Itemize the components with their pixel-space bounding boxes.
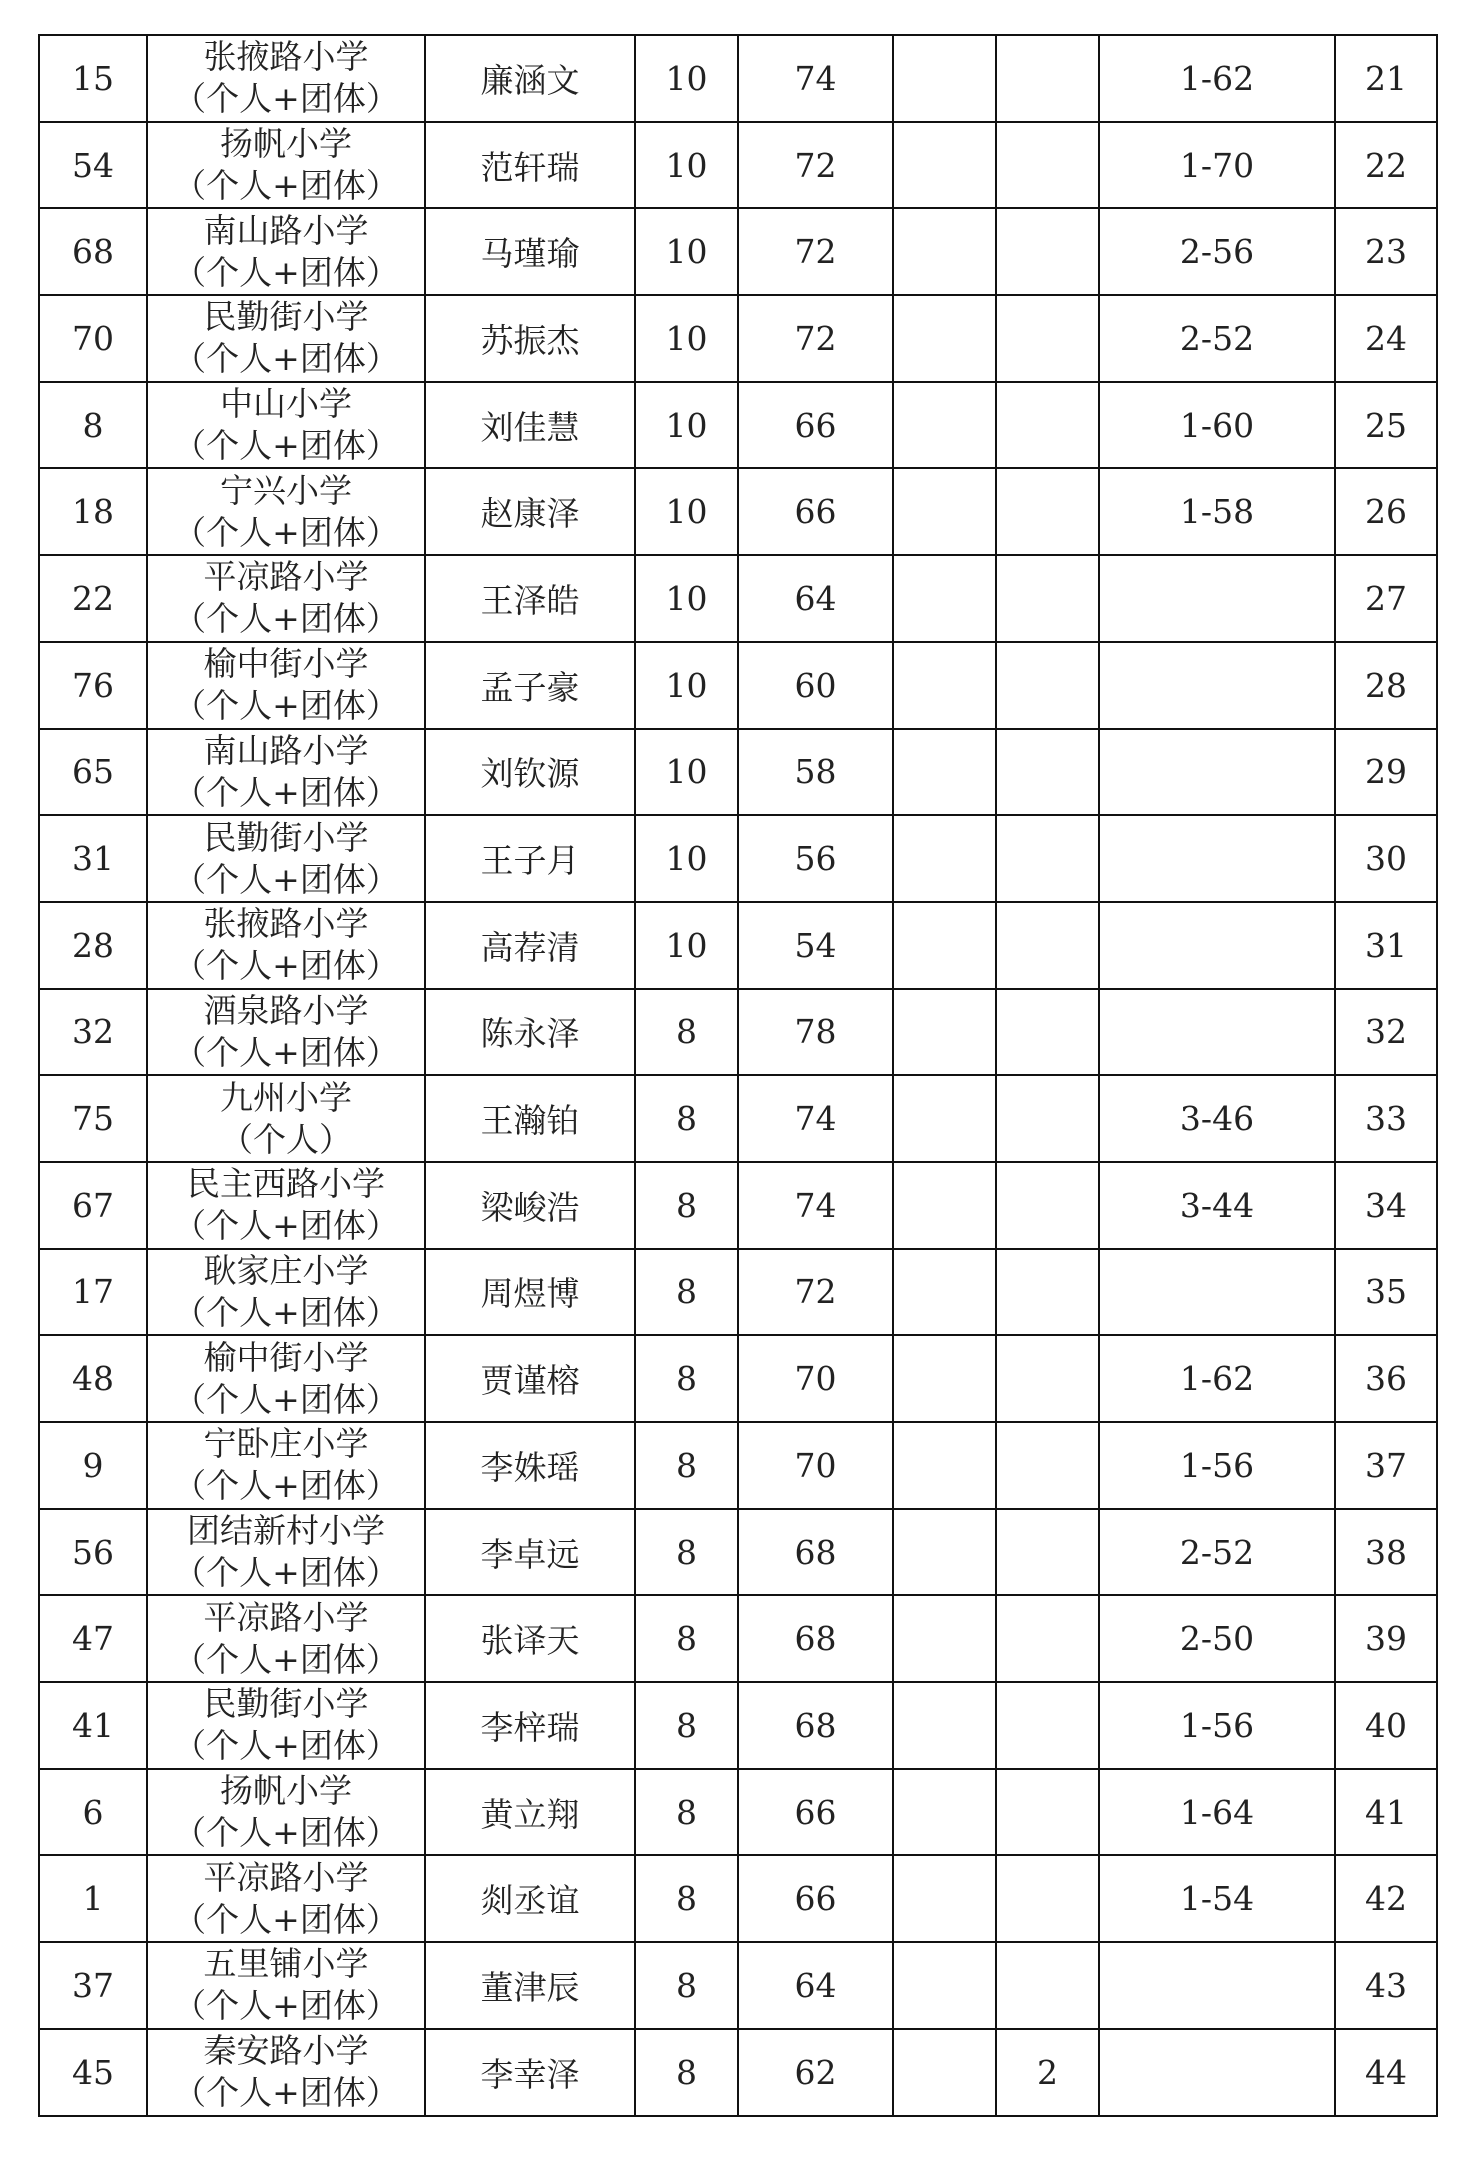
cell-rank: 39 [1335, 1595, 1437, 1682]
cell-score-2: 68 [738, 1509, 893, 1596]
entry-type: （个人+团体） [173, 1639, 399, 1679]
cell-score-3 [893, 468, 996, 555]
cell-score-2: 72 [738, 295, 893, 382]
cell-number: 75 [39, 1075, 147, 1162]
cell-score-2: 68 [738, 1682, 893, 1769]
entry-type: （个人+团体） [173, 1206, 399, 1246]
cell-score-2: 64 [738, 555, 893, 642]
cell-score-1: 10 [635, 902, 738, 989]
cell-score-4 [996, 902, 1099, 989]
cell-score-1: 8 [635, 1075, 738, 1162]
cell-school [147, 382, 425, 469]
cell-score-1: 8 [635, 1595, 738, 1682]
cell-rank: 31 [1335, 902, 1437, 989]
cell-number: 28 [39, 902, 147, 989]
cell-score-1: 8 [635, 1682, 738, 1769]
cell-name: 王子月 [425, 815, 635, 902]
cell-score-5 [1099, 989, 1335, 1076]
table-row [39, 208, 1437, 295]
cell-score-3 [893, 989, 996, 1076]
cell-score-2: 66 [738, 1855, 893, 1942]
cell-score-3 [893, 1422, 996, 1509]
cell-score-2: 72 [738, 122, 893, 209]
entry-type: （个人+团体） [173, 686, 399, 726]
cell-rank: 35 [1335, 1249, 1437, 1336]
cell-score-2: 62 [738, 2029, 893, 2116]
school-name: 榆中街小学 [203, 644, 369, 684]
cell-score-5: 2-50 [1099, 1595, 1335, 1682]
cell-number: 15 [39, 35, 147, 122]
school-name: 秦安路小学 [203, 2031, 369, 2071]
cell-school [147, 2029, 425, 2116]
cell-score-5: 3-44 [1099, 1162, 1335, 1249]
cell-score-5: 1-54 [1099, 1855, 1335, 1942]
cell-score-5: 2-52 [1099, 1509, 1335, 1596]
cell-score-3 [893, 208, 996, 295]
cell-school [147, 295, 425, 382]
cell-score-4 [996, 555, 1099, 642]
cell-score-3 [893, 1075, 996, 1162]
cell-rank: 26 [1335, 468, 1437, 555]
table-row [39, 1335, 1437, 1422]
cell-name: 廉涵文 [425, 35, 635, 122]
table-row [39, 642, 1437, 729]
cell-score-2: 60 [738, 642, 893, 729]
cell-number: 54 [39, 122, 147, 209]
cell-number: 47 [39, 1595, 147, 1682]
cell-score-1: 10 [635, 815, 738, 902]
cell-score-1: 8 [635, 1335, 738, 1422]
cell-score-4 [996, 1595, 1099, 1682]
cell-rank: 42 [1335, 1855, 1437, 1942]
entry-type: （个人+团体） [173, 426, 399, 466]
cell-name: 范轩瑞 [425, 122, 635, 209]
entry-type: （个人） [220, 1119, 352, 1159]
cell-name: 周煜博 [425, 1249, 635, 1336]
cell-score-4 [996, 1335, 1099, 1422]
cell-score-2: 72 [738, 1249, 893, 1336]
table-row [39, 468, 1437, 555]
cell-score-2: 66 [738, 1769, 893, 1856]
cell-score-5 [1099, 1249, 1335, 1336]
cell-school [147, 1335, 425, 1422]
cell-name: 高荐清 [425, 902, 635, 989]
cell-number: 76 [39, 642, 147, 729]
cell-score-2: 58 [738, 729, 893, 816]
cell-number: 18 [39, 468, 147, 555]
school-name: 榆中街小学 [203, 1337, 369, 1377]
entry-type: （个人+团体） [173, 1813, 399, 1853]
cell-score-5 [1099, 815, 1335, 902]
cell-rank: 41 [1335, 1769, 1437, 1856]
results-table [38, 34, 1438, 2117]
cell-rank: 23 [1335, 208, 1437, 295]
cell-score-1: 8 [635, 1162, 738, 1249]
cell-score-1: 8 [635, 1422, 738, 1509]
cell-name: 梁峻浩 [425, 1162, 635, 1249]
entry-type: （个人+团体） [173, 2073, 399, 2113]
cell-number: 68 [39, 208, 147, 295]
table-body [39, 35, 1437, 2116]
cell-score-5 [1099, 1942, 1335, 2029]
cell-name: 马瑾瑜 [425, 208, 635, 295]
school-name: 宁卧庄小学 [203, 1424, 369, 1464]
cell-score-3 [893, 1335, 996, 1422]
cell-score-5: 1-56 [1099, 1422, 1335, 1509]
school-name: 宁兴小学 [220, 470, 352, 510]
entry-type: （个人+团体） [173, 252, 399, 292]
cell-rank: 28 [1335, 642, 1437, 729]
table-row [39, 35, 1437, 122]
cell-score-2: 68 [738, 1595, 893, 1682]
cell-name: 陈永泽 [425, 989, 635, 1076]
cell-score-1: 10 [635, 642, 738, 729]
cell-number: 1 [39, 1855, 147, 1942]
cell-score-2: 78 [738, 989, 893, 1076]
cell-score-2: 66 [738, 382, 893, 469]
table-row [39, 1595, 1437, 1682]
cell-rank: 21 [1335, 35, 1437, 122]
school-name: 民主西路小学 [187, 1164, 385, 1204]
cell-score-4 [996, 1422, 1099, 1509]
cell-score-1: 10 [635, 122, 738, 209]
cell-rank: 40 [1335, 1682, 1437, 1769]
cell-name: 孟子豪 [425, 642, 635, 729]
cell-score-4 [996, 382, 1099, 469]
cell-score-4: 2 [996, 2029, 1099, 2116]
entry-type: （个人+团体） [173, 772, 399, 812]
table-row [39, 2029, 1437, 2116]
table-row [39, 1075, 1437, 1162]
cell-rank: 43 [1335, 1942, 1437, 2029]
cell-score-5: 1-64 [1099, 1769, 1335, 1856]
cell-name: 贾谨榕 [425, 1335, 635, 1422]
table-row [39, 382, 1437, 469]
entry-type: （个人+团体） [173, 512, 399, 552]
cell-rank: 37 [1335, 1422, 1437, 1509]
cell-name: 刘钦源 [425, 729, 635, 816]
cell-school [147, 1942, 425, 2029]
cell-number: 70 [39, 295, 147, 382]
entry-type: （个人+团体） [173, 1726, 399, 1766]
school-name: 平凉路小学 [203, 557, 369, 597]
cell-score-3 [893, 1682, 996, 1769]
cell-school [147, 902, 425, 989]
cell-score-2: 74 [738, 35, 893, 122]
cell-school [147, 1769, 425, 1856]
cell-name: 王瀚铂 [425, 1075, 635, 1162]
cell-score-1: 10 [635, 555, 738, 642]
cell-score-4 [996, 1769, 1099, 1856]
cell-score-3 [893, 902, 996, 989]
cell-number: 37 [39, 1942, 147, 2029]
cell-school [147, 1422, 425, 1509]
cell-rank: 44 [1335, 2029, 1437, 2116]
cell-school [147, 122, 425, 209]
cell-rank: 29 [1335, 729, 1437, 816]
cell-school [147, 208, 425, 295]
table-row [39, 1422, 1437, 1509]
cell-school [147, 1249, 425, 1336]
school-name: 民勤街小学 [203, 817, 369, 857]
cell-school [147, 989, 425, 1076]
school-name: 耿家庄小学 [203, 1250, 369, 1290]
cell-number: 6 [39, 1769, 147, 1856]
cell-score-1: 10 [635, 468, 738, 555]
cell-number: 48 [39, 1335, 147, 1422]
school-name: 张掖路小学 [203, 37, 369, 77]
school-name: 民勤街小学 [203, 1684, 369, 1724]
cell-score-5: 1-58 [1099, 468, 1335, 555]
cell-rank: 22 [1335, 122, 1437, 209]
cell-name: 张译天 [425, 1595, 635, 1682]
cell-score-1: 8 [635, 989, 738, 1076]
cell-score-3 [893, 555, 996, 642]
cell-score-3 [893, 122, 996, 209]
cell-score-5 [1099, 555, 1335, 642]
table-row [39, 1942, 1437, 2029]
cell-score-3 [893, 35, 996, 122]
entry-type: （个人+团体） [173, 339, 399, 379]
cell-score-4 [996, 1075, 1099, 1162]
entry-type: （个人+团体） [173, 1466, 399, 1506]
cell-number: 56 [39, 1509, 147, 1596]
entry-type: （个人+团体） [173, 1379, 399, 1419]
school-name: 平凉路小学 [203, 1857, 369, 1897]
cell-score-1: 8 [635, 1942, 738, 2029]
cell-number: 17 [39, 1249, 147, 1336]
entry-type: （个人+团体） [173, 79, 399, 119]
cell-name: 王泽皓 [425, 555, 635, 642]
cell-score-4 [996, 122, 1099, 209]
cell-number: 32 [39, 989, 147, 1076]
cell-score-5 [1099, 729, 1335, 816]
cell-score-3 [893, 1162, 996, 1249]
cell-score-2: 70 [738, 1335, 893, 1422]
cell-score-1: 8 [635, 2029, 738, 2116]
cell-score-4 [996, 208, 1099, 295]
cell-name: 李卓远 [425, 1509, 635, 1596]
cell-school [147, 1855, 425, 1942]
table-row [39, 1855, 1437, 1942]
cell-score-3 [893, 1249, 996, 1336]
cell-score-5 [1099, 902, 1335, 989]
cell-score-4 [996, 468, 1099, 555]
cell-rank: 34 [1335, 1162, 1437, 1249]
entry-type: （个人+团体） [173, 166, 399, 206]
school-name: 民勤街小学 [203, 297, 369, 337]
cell-number: 65 [39, 729, 147, 816]
entry-type: （个人+团体） [173, 946, 399, 986]
cell-school [147, 1509, 425, 1596]
cell-score-4 [996, 1509, 1099, 1596]
cell-score-5 [1099, 642, 1335, 729]
school-name: 南山路小学 [203, 730, 369, 770]
cell-name: 黄立翔 [425, 1769, 635, 1856]
cell-score-3 [893, 382, 996, 469]
cell-score-5: 1-62 [1099, 35, 1335, 122]
cell-rank: 27 [1335, 555, 1437, 642]
table-row [39, 729, 1437, 816]
cell-score-2: 74 [738, 1162, 893, 1249]
cell-rank: 30 [1335, 815, 1437, 902]
cell-score-3 [893, 1595, 996, 1682]
cell-score-2: 70 [738, 1422, 893, 1509]
cell-score-1: 8 [635, 1509, 738, 1596]
table-row [39, 815, 1437, 902]
cell-school [147, 1075, 425, 1162]
cell-name: 李梓瑞 [425, 1682, 635, 1769]
cell-name: 李幸泽 [425, 2029, 635, 2116]
cell-number: 41 [39, 1682, 147, 1769]
cell-score-5: 3-46 [1099, 1075, 1335, 1162]
cell-school [147, 1162, 425, 1249]
cell-number: 31 [39, 815, 147, 902]
cell-score-3 [893, 642, 996, 729]
school-name: 张掖路小学 [203, 904, 369, 944]
cell-score-5: 1-60 [1099, 382, 1335, 469]
cell-score-3 [893, 1769, 996, 1856]
cell-rank: 33 [1335, 1075, 1437, 1162]
school-name: 平凉路小学 [203, 1597, 369, 1637]
school-name: 中山小学 [220, 384, 352, 424]
cell-score-5: 1-56 [1099, 1682, 1335, 1769]
table-row [39, 1249, 1437, 1336]
cell-rank: 24 [1335, 295, 1437, 382]
cell-score-1: 10 [635, 208, 738, 295]
cell-school [147, 35, 425, 122]
cell-school [147, 815, 425, 902]
school-name: 南山路小学 [203, 210, 369, 250]
cell-score-4 [996, 642, 1099, 729]
cell-score-3 [893, 729, 996, 816]
cell-number: 8 [39, 382, 147, 469]
cell-score-3 [893, 815, 996, 902]
entry-type: （个人+团体） [173, 1553, 399, 1593]
cell-score-3 [893, 2029, 996, 2116]
table-row [39, 122, 1437, 209]
school-name: 五里铺小学 [203, 1944, 369, 1984]
school-name: 团结新村小学 [187, 1511, 385, 1551]
cell-score-2: 66 [738, 468, 893, 555]
cell-score-3 [893, 1942, 996, 2029]
cell-school [147, 642, 425, 729]
school-name: 九州小学 [220, 1077, 352, 1117]
table-row [39, 555, 1437, 642]
cell-score-4 [996, 1682, 1099, 1769]
cell-score-1: 10 [635, 729, 738, 816]
table-row [39, 1682, 1437, 1769]
cell-score-1: 8 [635, 1769, 738, 1856]
cell-name: 剡丞谊 [425, 1855, 635, 1942]
cell-score-3 [893, 295, 996, 382]
cell-score-4 [996, 1942, 1099, 2029]
cell-name: 刘佳慧 [425, 382, 635, 469]
cell-score-1: 10 [635, 35, 738, 122]
cell-score-2: 64 [738, 1942, 893, 2029]
cell-score-4 [996, 989, 1099, 1076]
cell-score-5: 1-62 [1099, 1335, 1335, 1422]
school-name: 酒泉路小学 [203, 990, 369, 1030]
cell-number: 22 [39, 555, 147, 642]
cell-number: 67 [39, 1162, 147, 1249]
cell-score-2: 56 [738, 815, 893, 902]
cell-rank: 36 [1335, 1335, 1437, 1422]
cell-score-5: 2-52 [1099, 295, 1335, 382]
entry-type: （个人+团体） [173, 1032, 399, 1072]
cell-score-2: 54 [738, 902, 893, 989]
cell-score-4 [996, 1855, 1099, 1942]
cell-score-2: 72 [738, 208, 893, 295]
cell-score-4 [996, 1162, 1099, 1249]
cell-school [147, 1682, 425, 1769]
cell-score-5 [1099, 2029, 1335, 2116]
cell-score-1: 8 [635, 1855, 738, 1942]
cell-name: 李姝瑶 [425, 1422, 635, 1509]
cell-score-2: 74 [738, 1075, 893, 1162]
cell-number: 45 [39, 2029, 147, 2116]
cell-score-4 [996, 815, 1099, 902]
table-row [39, 1162, 1437, 1249]
cell-score-4 [996, 295, 1099, 382]
cell-score-5: 2-56 [1099, 208, 1335, 295]
table-row [39, 902, 1437, 989]
cell-name: 苏振杰 [425, 295, 635, 382]
cell-score-3 [893, 1855, 996, 1942]
cell-score-1: 10 [635, 295, 738, 382]
cell-score-4 [996, 729, 1099, 816]
cell-score-5: 1-70 [1099, 122, 1335, 209]
table-row [39, 295, 1437, 382]
entry-type: （个人+团体） [173, 599, 399, 639]
cell-name: 董津辰 [425, 1942, 635, 2029]
cell-rank: 32 [1335, 989, 1437, 1076]
cell-name: 赵康泽 [425, 468, 635, 555]
cell-school [147, 555, 425, 642]
entry-type: （个人+团体） [173, 1292, 399, 1332]
school-name: 扬帆小学 [220, 124, 352, 164]
cell-score-4 [996, 1249, 1099, 1336]
entry-type: （个人+团体） [173, 859, 399, 899]
entry-type: （个人+团体） [173, 1899, 399, 1939]
entry-type: （个人+团体） [173, 1986, 399, 2026]
cell-number: 9 [39, 1422, 147, 1509]
cell-score-1: 10 [635, 382, 738, 469]
cell-score-1: 8 [635, 1249, 738, 1336]
cell-rank: 38 [1335, 1509, 1437, 1596]
cell-score-3 [893, 1509, 996, 1596]
cell-school [147, 468, 425, 555]
cell-rank: 25 [1335, 382, 1437, 469]
cell-school [147, 1595, 425, 1682]
table-row [39, 1769, 1437, 1856]
cell-score-4 [996, 35, 1099, 122]
cell-school [147, 729, 425, 816]
table-row [39, 989, 1437, 1076]
school-name: 扬帆小学 [220, 1771, 352, 1811]
table-row [39, 1509, 1437, 1596]
